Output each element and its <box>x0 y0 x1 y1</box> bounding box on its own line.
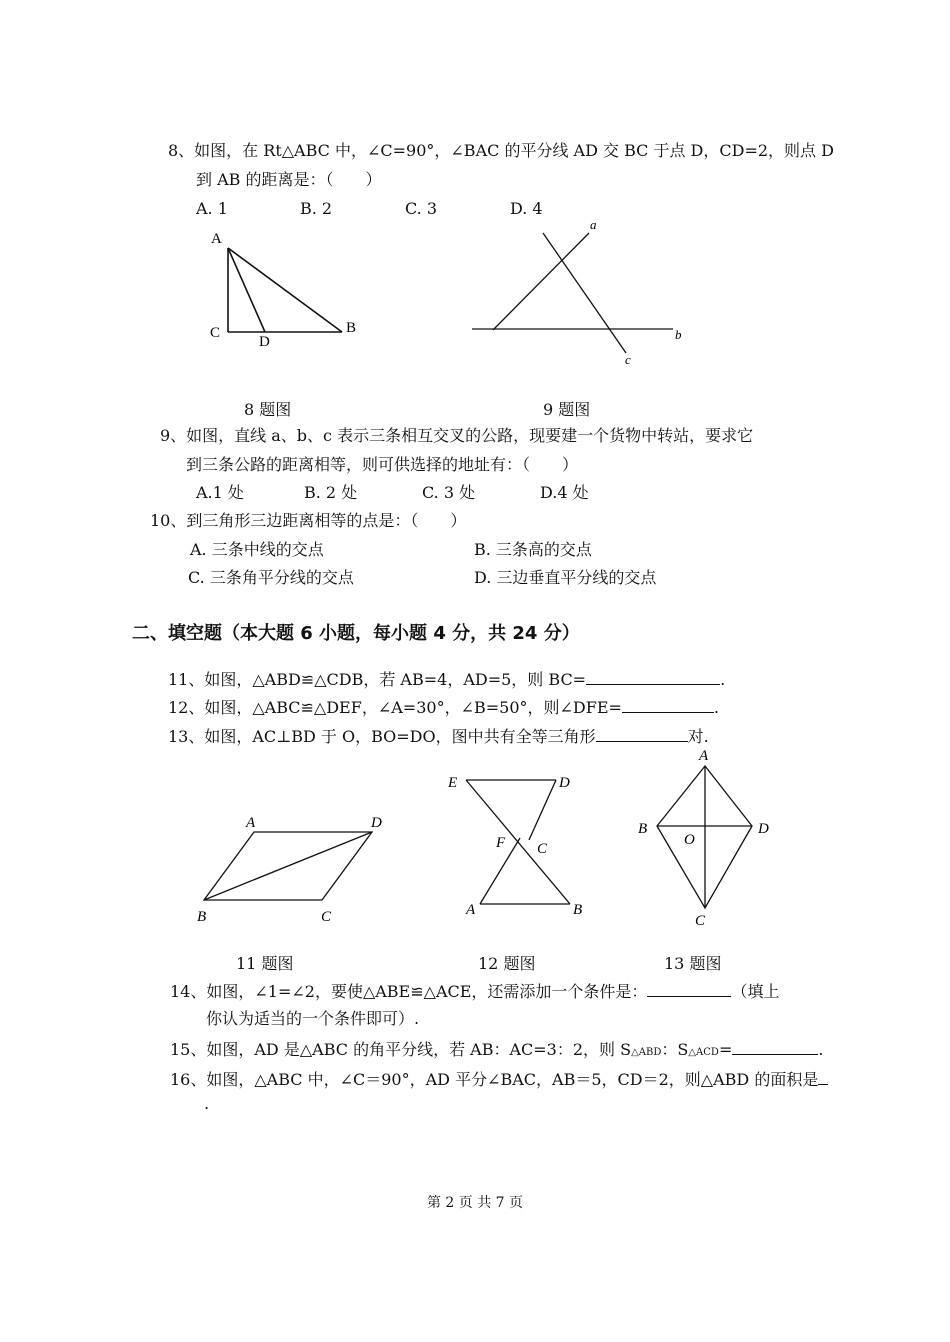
q12-end: . <box>713 698 720 717</box>
q9-option-b: B. 2 处 <box>304 483 358 502</box>
fig8-label-b: B <box>346 320 357 336</box>
fig12-label-d: D <box>559 775 570 791</box>
q15-sub-abd: △ABD <box>631 1047 662 1058</box>
q9-line1: 9、如图，直线 a、b、c 表示三条相互交叉的公路，现要建一个货物中转站，要求它 <box>160 426 754 445</box>
q9-option-d: D.4 处 <box>540 483 589 502</box>
fig9-caption: 9 题图 <box>543 400 591 419</box>
fig12-label-c: C <box>537 841 548 857</box>
q10-stem: 10、到三角形三边距离相等的点是：（ ） <box>150 511 467 530</box>
q9-option-c: C. 3 处 <box>422 483 476 502</box>
fig12-label-b: B <box>573 902 583 918</box>
q8-line2: 到 AB 的距离是：（ ） <box>196 170 382 189</box>
fig13-caption: 13 题图 <box>664 954 722 973</box>
fig12-label-f: F <box>496 835 506 851</box>
q15 <box>170 1038 823 1063</box>
q14 <box>170 980 779 1002</box>
fig9-label-c: c <box>625 352 631 367</box>
q15-text: 15、如图，AD 是△ABC 的角平分线，若 AB：AC=3：2，则 S <box>170 1040 632 1059</box>
section-2-title: 二、填空题（本大题 6 小题，每小题 4 分，共 24 分） <box>132 623 580 644</box>
q15-answer-blank[interactable] <box>732 1038 818 1055</box>
fig12-label-e: E <box>448 775 458 791</box>
fig13-label-a: A <box>699 748 709 764</box>
fig9-label-a: a <box>590 217 597 232</box>
q10-option-a: A. 三条中线的交点 <box>190 540 324 559</box>
q15-sub-acd: △ACD <box>688 1047 719 1058</box>
q15-eq: = <box>718 1040 733 1059</box>
fig12-label-a: A <box>466 902 476 918</box>
q14-text: 14、如图，∠1=∠2，要使△ABE≌△ACE，还需添加一个条件是： <box>170 982 648 1001</box>
q15-end: . <box>818 1040 824 1059</box>
fig8-caption: 8 题图 <box>244 400 292 419</box>
fig11-label-c: C <box>321 909 332 925</box>
fig8-label-a: A <box>211 231 222 247</box>
fig13-label-c: C <box>695 913 706 929</box>
fig8-label-d: D <box>259 334 270 350</box>
fig11-caption: 11 题图 <box>236 954 294 973</box>
q10-option-d: D. 三边垂直平分线的交点 <box>474 568 657 587</box>
q16 <box>170 1068 828 1090</box>
fig13-label-b: B <box>638 821 648 837</box>
q16-end: . <box>204 1094 210 1113</box>
q10-option-c: C. 三条角平分线的交点 <box>188 568 354 587</box>
q8-line1: 8、如图，在 Rt△ABC 中，∠C=90°，∠BAC 的平分线 AD 交 BC 于点 D，CD=2，则点 D <box>168 141 834 160</box>
q10-option-b: B. 三条高的交点 <box>474 540 592 559</box>
fig8-label-c: C <box>210 325 221 341</box>
q16-text: 16、如图，△ABC 中，∠C＝90°，AD 平分∠BAC，AB＝5，CD＝2，则△ABD 的面积是 <box>170 1070 819 1089</box>
q11-text: 11、如图，△ABD≌△CDB，若 AB=4，AD=5，则 BC= <box>168 670 587 689</box>
fig11-label-a: A <box>246 815 256 831</box>
q12-text: 12、如图，△ABC≌△DEF，∠A=30°，∠B=50°，则∠DFE= <box>168 698 622 717</box>
fig13-label-d: D <box>758 821 769 837</box>
fig11-label-d: D <box>371 815 382 831</box>
fig11-label-b: B <box>197 909 207 925</box>
page-footer: 第 2 页 共 7 页 <box>426 1195 524 1211</box>
q14-answer-blank[interactable] <box>647 980 731 997</box>
q8-option-b: B. 2 <box>300 199 333 218</box>
q15-mid: ：S <box>661 1040 689 1059</box>
fig13-label-o: O <box>684 832 695 848</box>
q11-end: . <box>720 670 726 689</box>
q8-option-d: D. 4 <box>510 199 543 218</box>
q13-end: 对. <box>687 727 709 746</box>
fig9-label-b: b <box>675 327 682 342</box>
q9-line2: 到三条公路的距离相等，则可供选择的地址有：（ ） <box>186 455 579 474</box>
q14-line2: 你认为适当的一个条件即可）. <box>206 1009 420 1028</box>
q16-answer-blank[interactable] <box>818 1068 828 1085</box>
fig12-caption: 12 题图 <box>478 954 536 973</box>
q13-text: 13、如图，AC⊥BD 于 O，BO=DO，图中共有全等三角形 <box>168 727 596 746</box>
q8-option-a: A. 1 <box>196 199 228 218</box>
q9-option-a: A.1 处 <box>196 483 244 502</box>
q14-text-b: （填上 <box>731 982 780 1001</box>
q8-option-c: C. 3 <box>405 199 438 218</box>
